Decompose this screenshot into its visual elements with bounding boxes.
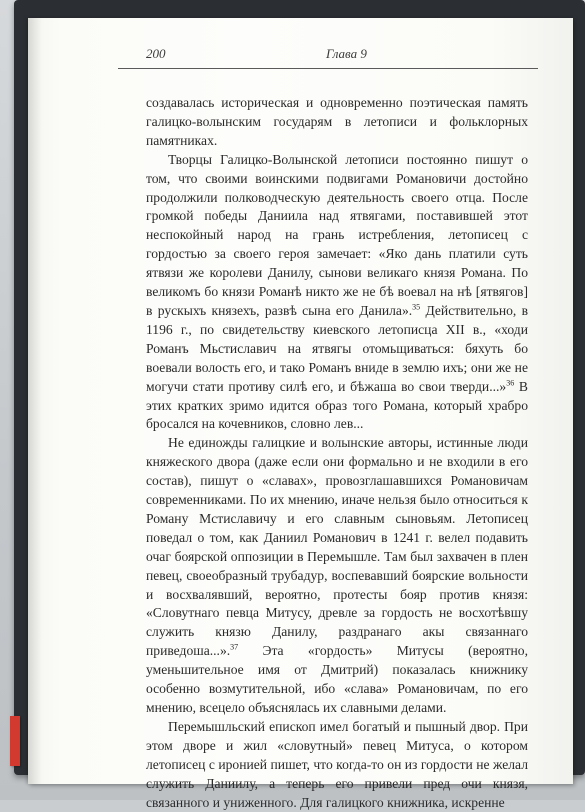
paragraph-2-part-c: В этих кратких зримо идится образ того Романа, который храбро бросался на кочевников, словно лев... [146,378,528,432]
running-head [118,46,533,66]
footnote-ref-35: 35 [412,302,421,312]
paragraph-3 [146,434,528,718]
paragraph-2 [146,151,528,435]
page-number: 200 [146,46,166,61]
paragraph-2-part-b: Действительно, в 1196 г., по свидетельству киевского летописца XII в., «ходи Романъ Мьстиславич на ятвягы отомьщиваться: бяхуть бо воевали волость его, и тако Романъ вниде в землю ихъ; они же не могучи стати противу силѣ его, и бѣжаша во свои тверди...» [146,302,529,394]
chapter-title: Глава 9 [326,46,367,61]
gutter-shadow [28,18,42,784]
paragraph-3-part-a: Не единожды галицкие и волынские авторы, истинные люди княжеского двора (даже если они формально и не входили в его состав), пишут о «славах», провозглашавшихся Романовичам современниками. По их мнению, иначе нельзя было относиться к Роману Мстиславичу и его славным сыновьям. Летописец поведал о том, как Даниил Романович в 1241 г. велел подавить очаг боярской оппозиции в Перемышле. Там был захвачен в плен певец, своеобразный трубадур, воспевавший боярские вольности и восхвалявший, вероятно, протесты бояр против князя: «Словутнаго певца Митусу, древле за гордость не восхотѣвшу служить князю Данилу, раздранаго акы связаннаго приведоша...». [146,435,528,659]
footnote-ref-36: 36 [506,378,515,388]
paragraph-1: создавалась историческая и одновременно поэтическая память галицко-волынским государям в летописи и фольклорных памятниках. [146,95,528,148]
paragraph-2-part-a: Творцы Галицко-Волынской летописи постоянно пишут о том, что своими воинскими подвигами Романовичи достойно продолжили полководческую деятельность своего отца. После громкой победы Даниила над ятвягами, поставившей этот неспокойный народ на грань истребления, летописец с гордостью за своего героя замечает: «Яко дань платили суть ятвязи же королеви Данилу, сынови великаго князя Романа. По великомъ бо князи Романѣ никто же не бѣ воевал на нѣ [ятвягов] в рускыхъ князехъ, развѣ сына его Данила». [146,151,528,318]
paragraph-3-part-b: Эта «гордость» Митусы (вероятно, уменьшительное имя от Дмитрий) показалась книжнику особенно возмутительной, ибо «слава» Романовичам, по его мнению, всецело объяснялась их славными делами. [146,643,528,715]
body-text [146,94,528,812]
footnote-ref-37: 37 [230,642,239,652]
bookmark-ribbon [10,716,20,766]
header-rule [118,68,538,69]
paragraph-4: Перемышльский епископ имел богатый и пышный двор. При этом дворе и жил «словутный» певец Митуса, о котором летописец с иронией пишет, что когда-то он из гордости не желал служить Даниилу, а теперь его привели пред очи князя, связанного и униженного. Для галицкого книжника, искренне [146,718,528,810]
